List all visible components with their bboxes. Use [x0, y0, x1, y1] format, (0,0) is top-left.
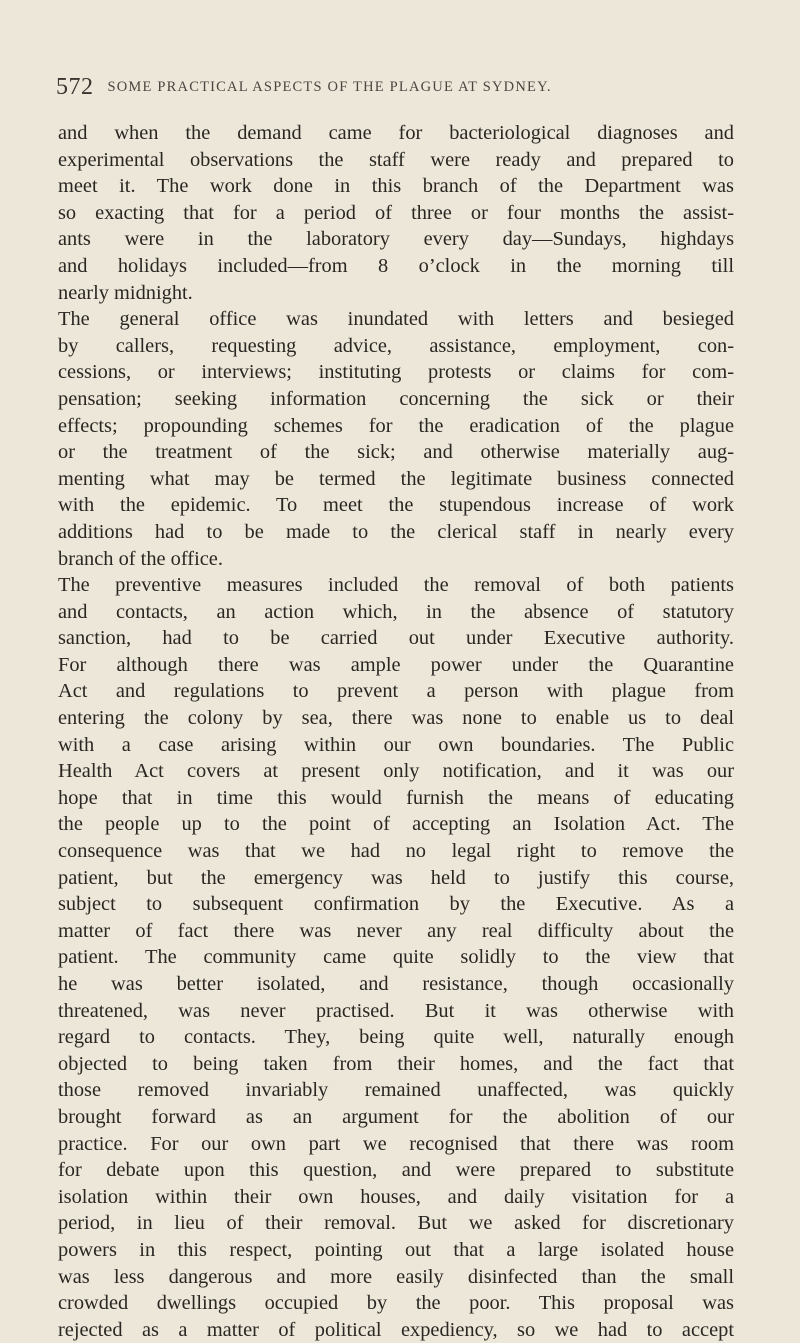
text-line: crowded dwellings occupied by the poor. This proposal was: [58, 1292, 734, 1315]
text-line: or the treatment of the sick; and otherwise materially aug-: [58, 441, 734, 464]
text-line: regard to contacts. They, being quite well, naturally enough: [58, 1026, 734, 1049]
text-line: consequence was that we had no legal right to remove the: [58, 840, 734, 863]
text-line: menting what may be termed the legitimate business connected: [58, 467, 734, 490]
text-line: patient, but the emergency was held to justify this course,: [58, 866, 734, 889]
page-number: 572: [56, 74, 94, 100]
text-line: Act and regulations to prevent a person with plague from: [58, 680, 734, 703]
running-title: SOME PRACTICAL ASPECTS OF THE PLAGUE AT SYDNEY.: [107, 79, 552, 95]
text-line: and holidays included—from 8 o’clock in the morning till: [58, 254, 734, 277]
text-line: entering the colony by sea, there was none to enable us to deal: [58, 707, 734, 730]
text-line: For although there was ample power under the Quarantine: [58, 653, 734, 676]
text-line: nearly midnight.: [58, 281, 193, 304]
text-line: by callers, requesting advice, assistance, employment, con-: [58, 334, 734, 357]
text-line: powers in this respect, pointing out that a large isolated house: [58, 1238, 734, 1261]
text-line: threatened, was never practised. But it was otherwise with: [58, 999, 734, 1022]
running-head: [56, 74, 656, 104]
text-line: with the epidemic. To meet the stupendous increase of work: [58, 494, 734, 517]
text-line: pensation; seeking information concerning the sick or their: [58, 387, 734, 410]
text-line: those removed invariably remained unaffected, was quickly: [58, 1079, 734, 1102]
text-line: Health Act covers at present only notification, and it was our: [58, 760, 734, 783]
text-line: hope that in time this would furnish the means of educating: [58, 786, 734, 809]
text-line: with a case arising within our own boundaries. The Public: [58, 733, 734, 756]
text-line: sanction, had to be carried out under Executive authority.: [58, 627, 734, 650]
text-line: rejected as a matter of political expediency, so we had to accept: [58, 1318, 734, 1341]
text-line: additions had to be made to the clerical staff in nearly every: [58, 520, 734, 543]
text-line: meet it. The work done in this branch of the Department was: [58, 175, 734, 198]
text-line: he was better isolated, and resistance, though occasionally: [58, 973, 734, 995]
text-line: isolation within their own houses, and daily visitation for a: [58, 1185, 734, 1208]
text-line: subject to subsequent confirmation by the Executive. As a: [58, 893, 734, 916]
text-line: experimental observations the staff were ready and prepared to: [58, 148, 734, 171]
text-line: effects; propounding schemes for the eradication of the plague: [58, 414, 734, 437]
text-line: brought forward as an argument for the abolition of our: [58, 1105, 734, 1128]
text-line: branch of the office.: [58, 547, 223, 570]
text-line: was less dangerous and more easily disinfected than the small: [58, 1265, 734, 1288]
body-text: [58, 120, 734, 1343]
text-line: The preventive measures included the removal of both patients: [58, 574, 734, 597]
text-line: objected to being taken from their homes, and the fact that: [58, 1052, 734, 1075]
text-line: so exacting that for a period of three or four months the assist-: [58, 201, 734, 224]
text-line: for debate upon this question, and were prepared to substitute: [58, 1159, 734, 1182]
text-line: The general office was inundated with letters and besieged: [58, 308, 734, 331]
text-line: matter of fact there was never any real difficulty about the: [58, 919, 734, 942]
text-line: patient. The community came quite solidly to the view that: [58, 946, 734, 969]
text-line: and when the demand came for bacteriological diagnoses and: [58, 122, 734, 144]
text-line: the people up to the point of accepting an Isolation Act. The: [58, 813, 734, 836]
text-line: practice. For our own part we recognised that there was room: [58, 1132, 734, 1155]
text-line: ants were in the laboratory every day—Sundays, highdays: [58, 228, 734, 251]
text-line: cessions, or interviews; instituting protests or claims for com-: [58, 361, 734, 384]
text-line: and contacts, an action which, in the absence of statutory: [58, 600, 734, 623]
text-line: period, in lieu of their removal. But we asked for discretionary: [58, 1212, 734, 1235]
